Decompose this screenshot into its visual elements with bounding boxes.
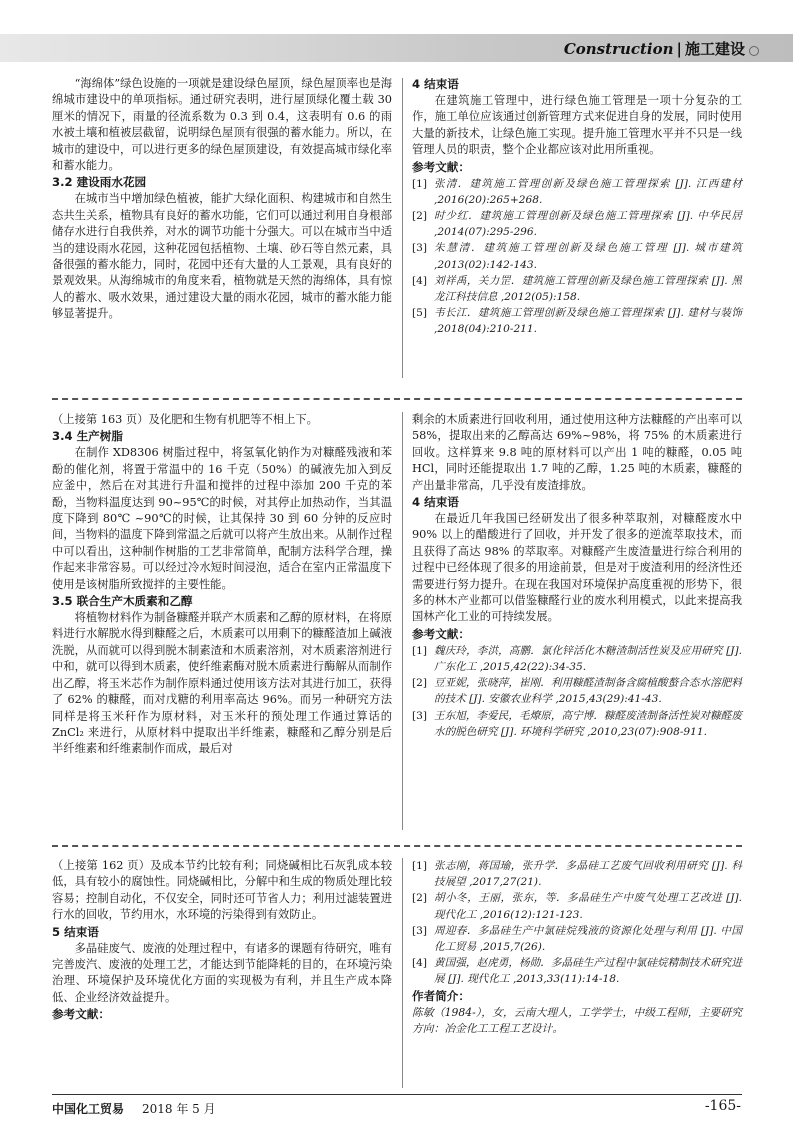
article1-right-column [412,76,742,338]
footer-journal [52,1100,216,1117]
references-title: 参考文献： [412,159,470,174]
page-number: -165- [704,1098,741,1114]
reference-number: [2] [412,892,428,905]
article3-right-column [412,858,742,1037]
author-bio-title: 作者简介： [412,988,470,1003]
section-heading-4: 4 结束语 [412,77,459,91]
article1-paragraph: “海绵体”绿色设施的一项就是建设绿色屋顶，绿色屋顶率也是海绵城市建设中的单项指标。通过研究表明，进行屋顶绿化覆土载 30 厘米的情况下，雨量的径流系数为 0.3 到 0.4，这表明有 0.6 的雨水被土壤和植被层截留，说明绿色屋顶有很强的蓄水能力。所以，在城市的建设中，可以进行更多的绿色屋顶建设，有效提高城市绿化率和蓄水能力。 [52,77,392,173]
reference-number: [2] [412,210,428,223]
references-list [412,643,742,740]
section-heading-3-4: 3.4 生产树脂 [52,429,123,444]
reference-number: [4] [412,274,428,287]
reference-item [412,923,742,955]
article2-paragraph: 将植物材料作为制备糠醛并联产木质素和乙醇的原材料，在将原料进行水解脱水得到糠醛之后，木质素可以用剩下的糠醛渣加上碱液洗脱，从而就可以得到脱木制素渣和木质素溶剂，对木质素溶剂进行中和，就可以得到木质素，使纤维素酶对脱木质素进行酶解从而制作出乙醇，将玉米芯作为制作原料通过使用该方法对其进行加工，获得了 62% 的糠醛，而对戊糖的利用率高达 96%。而另一种研究方法同样是将玉米秆作为原材料，对玉米秆的预处理工作通过算话的 ZnCl₂ 来进行，从原材料中提取出半纤维素，糠醛和乙醇分别是后半纤维素和纤维素制作而成，最后对 [52,611,392,756]
reference-item [412,273,742,305]
article3-conclusion: 多晶硅废气、废液的处理过程中，有诸多的课题有待研究，唯有完善废汽、废液的处理工艺，才能达到节能降耗的目的，在环境污染治理、环境保护及环境优化方面的实现极为有利，并且生产成本降低、企业经济效益提升。 [52,941,392,1004]
reference-text: 胡小冬，王丽，张东，等．多晶硅生产中废气处理工艺改进 [J]. 现代化工 ,2016(12):121-123. [434,892,742,921]
reference-item [412,858,742,890]
header-title-cn: 施工建设 [684,40,745,58]
author-bio-text: 陈敏（1984-），女，云南大理人，工学学士，中级工程师，主要研究方向：冶金化工工程工艺设计。 [412,1005,742,1036]
header-title-en: Construction [563,40,674,58]
article-separator [52,398,742,400]
issue-date: 2018 年 5 月 [142,1102,216,1116]
references-list [412,858,742,988]
reference-item [412,305,742,337]
reference-number: [1] [412,860,428,872]
reference-number: [4] [412,957,428,970]
reference-text: 周迎春．多晶硅生产中氯硅烷残液的资源化处理与利用 [J]. 中国化工贸易 ,2015,7(26). [434,924,742,954]
article1-left-column [52,76,392,323]
reference-text: 朱慧清．建筑施工管理创新及绿色施工管理 [J]. 城市建筑 ,2013(02):142-143. [434,242,742,271]
reference-text: 魏庆玲，李洪，高鹏．氯化锌活化木糖渣制活性炭及应用研究 [J]. 广东化工 ,2015,42(22):34-35. [434,644,742,674]
article2-conclusion: 在最近几年我国已经研发出了很多种萃取剂，对糠醛废水中 90% 以上的醋酸进行了回收，并开发了很多的逆流萃取技术，而且获得了高达 98% 的萃取率。对糠醛产生废渣量进行综合利用的过程中已经体现了很多的用途前景，但是对于废渣利用的经济性还需要进行努力提升。在现在我国对环境保护高度重视的形势下，很多的林木产业都可以借鉴糠醛行业的废水利用模式，以此来提高我国林产化工业的可持续发展。 [412,512,742,624]
reference-text: 黄国强，赵虎勇，杨勋．多晶硅生产过程中氯硅烷精制技术研究进展 [J]. 现代化工 ,2013,33(11):14-18. [434,957,742,986]
reference-number: [1] [412,644,428,657]
header-separator: | [676,40,682,58]
reference-text: 时少红．建筑施工管理创新及绿色施工管理探索 [J]. 中华民居 ,2014(07):295-296. [434,210,742,239]
article2-left-column [52,412,392,758]
references-title: 参考文献： [52,1007,110,1022]
section-heading-3-2: 3.2 建设雨水花园 [52,175,147,190]
footer-rule [52,1094,742,1095]
journal-name: 中国化工贸易 [52,1102,125,1116]
reference-item [412,240,742,272]
continuation-note: （上接第 163 页）及化肥和生物有机肥等不相上下。 [52,413,318,426]
article1-paragraph: 在城市当中增加绿色植被，能扩大绿化面积、构建城市和自然生态共生关系，植物具有良好的蓄水功能，它们可以通过利用自身根部储存水进行自我供养，对水的调节功能十分强大。可以在城市当中适当的建设雨水花园，这种花园包括植物、土壤、砂石等自然元素，具备很强的蓄水能力，同时，花园中还有大量的人工景观，具有良好的景观效果。从海绵城市的角度来看，植物就是天然的海绵体，具有惊人的蓄水、吸水效果，通过建设大量的雨水花园，城市的蓄水能力能够显著提升。 [52,192,392,321]
reference-item [412,675,742,707]
section-heading-3-5: 3.5 联合生产木质素和乙醇 [52,594,193,609]
reference-item [412,208,742,240]
reference-number: [1] [412,177,428,190]
reference-text: 张志刚，蒋国瑜，张升学．多晶硅工艺废气回收利用研究 [J]. 科技展望 ,2017,27(21). [434,860,742,889]
references-list [412,176,742,338]
article2-paragraph: 剩余的木质素进行回收利用，通过使用这种方法糠醛的产出率可以 58%，提取出来的乙醇高达 69%~98%，将 75% 的木质素进行回收。这样算来 9.8 吨的原材料可以产出 1 吨的糠醛，0.05 吨 HCl，同时还能提取出 1.7 吨的乙醇，1.25 吨的木质素，糠醛的产出量非常高，几乎没有废渣排放。 [412,413,742,492]
article3-left-column [52,858,392,1023]
reference-number: [3] [412,242,428,255]
column-divider [402,78,403,378]
section-heading-5: 5 结束语 [52,924,99,939]
header-circle-icon [749,46,759,56]
article1-conclusion: 在建筑施工管理中，进行绿色施工管理是一项十分复杂的工作，施工单位应该通过创新管理方式来促进自身的发展，同时使用大量的新技术，让绿色施工实现。提升施工管理水平并不只是一线管理人员的职责，整个企业都应该对此用所重视。 [412,94,742,157]
reference-text: 豆亚妮，张晓萍，崔刚．利用糠醛渣制备含腐植酸螯合态水溶肥料的技术 [J]. 安徽农业科学 ,2015,43(29):41-43. [434,677,742,706]
reference-text: 韦长江．建筑施工管理创新及绿色施工管理探索 [J]. 建材与装饰 ,2018(04):210-211. [434,307,742,336]
article2-paragraph: 在制作 XD8306 树脂过程中，将氢氧化钠作为对糠醛残液和苯酚的催化剂，将置于常温中的 16 千克（50%）的碱液先加入到反应釜中，然后在对其进行升温和搅拌的过程中添加 200 千克的苯酚，当物料温度达到 90~95℃的时候，对其停止加热动作，当其温度下降到 80℃ ~90℃的时候，让其保持 30 到 60 分钟的反应时间，当物料的温度下降到常温之后就可以将产生放出来。从制作过程中可以看出，这种制作树脂的工艺非常简单，配制方法科学合理，操作起来非常容易。可以经过冷水短时间浸泡，适合在室内正常温度下使用是该树脂所致搅拌的主要性能。 [52,446,392,591]
article-separator [52,845,742,847]
column-divider [402,412,403,830]
reference-item [412,643,742,675]
reference-text: 王东旭，李爱民，毛燎原，高宁博．糠醛废渣制备活性炭对糠醛废水的脱色研究 [J]. 环境科学研究 ,2010,23(07):908-911. [434,709,742,738]
section-heading-4: 4 结束语 [412,495,459,510]
reference-item [412,955,742,987]
continuation-note: （上接第 162 页）及成本节约比较有利；同烧碱相比石灰乳成本较低，具有较小的腐蚀性。同烧碱相比，分解中和生成的物质处理比较容易；控制自动化，不仅安全，同时还可节省人力；利用过滤装置进行水的回收，节约用水，水环境的污染得到有效防止。 [52,859,392,922]
reference-number: [2] [412,677,428,690]
reference-number: [3] [412,924,428,937]
reference-text: 张清．建筑施工管理创新及绿色施工管理探索 [J]. 江西建材 ,2016(20):265+268. [434,177,742,206]
reference-item [412,708,742,740]
column-divider [402,858,403,1088]
reference-number: [3] [412,709,428,722]
article2-right-column [412,412,742,740]
reference-item [412,890,742,922]
reference-text: 刘祥禹，关力罡．建筑施工管理创新及绿色施工管理探索 [J]. 黑龙江科技信息 ,2012(05):158. [434,274,742,304]
running-header [564,38,745,59]
references-title: 参考文献： [412,626,470,641]
reference-number: [5] [412,307,428,320]
reference-item [412,176,742,208]
